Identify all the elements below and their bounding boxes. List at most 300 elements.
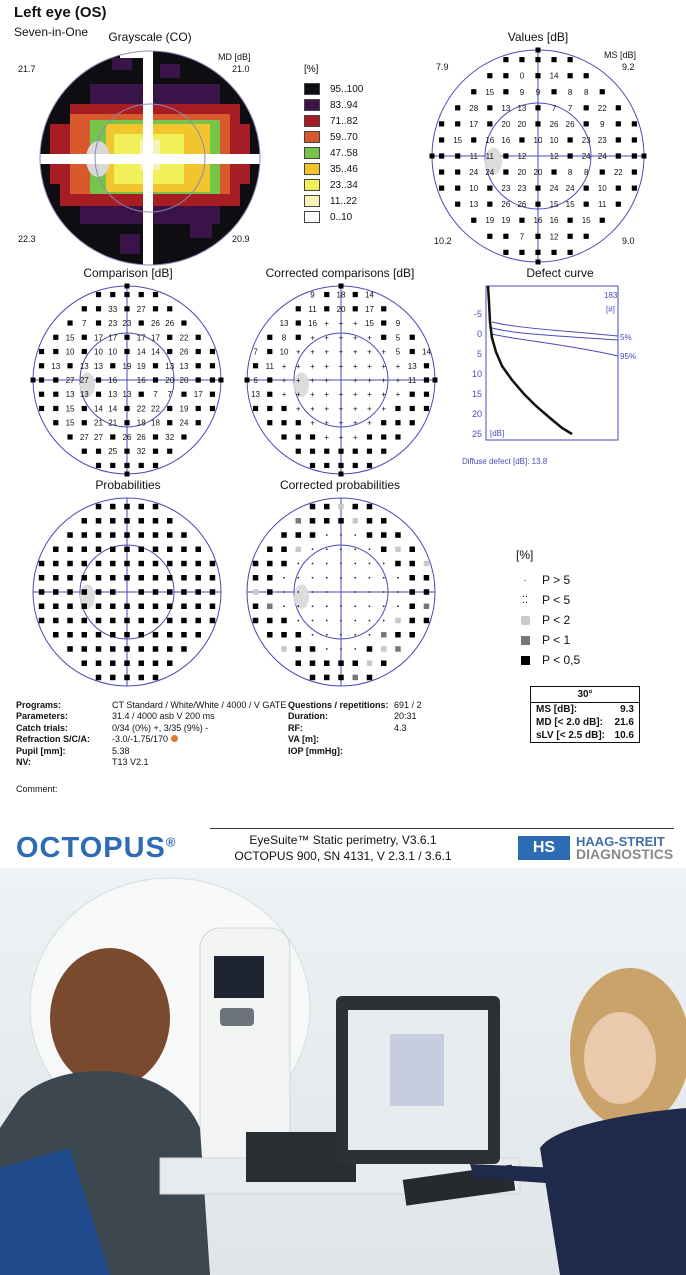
perimeter-keypad	[220, 1008, 254, 1026]
value-label: 7	[567, 103, 573, 113]
value-label: 10	[597, 184, 607, 194]
value-label: 15	[549, 200, 559, 210]
value-mark	[324, 306, 329, 311]
value-mark	[167, 349, 172, 354]
value-mark	[110, 292, 115, 297]
plus-mark: +	[310, 390, 315, 400]
value-label: 5	[395, 333, 401, 343]
summary-value: 21.6	[614, 717, 634, 728]
prob-mark	[195, 561, 201, 567]
prob-mark	[110, 618, 116, 624]
db-label: [dB]	[490, 429, 505, 438]
prob-mark	[110, 547, 116, 553]
axis-mark	[536, 48, 541, 53]
value-mark	[53, 349, 58, 354]
value-mark	[338, 463, 343, 468]
legend-swatch	[304, 211, 320, 223]
value-label: 16	[533, 216, 543, 226]
prob-mark	[181, 618, 187, 624]
prob-mark	[96, 632, 102, 638]
value-mark	[632, 137, 637, 142]
value-mark	[503, 169, 508, 174]
value-mark	[267, 335, 272, 340]
prob-mark	[267, 561, 273, 567]
value-mark	[196, 363, 201, 368]
value-mark	[410, 335, 415, 340]
summary-row	[531, 716, 639, 729]
prob-mark	[195, 547, 201, 553]
prob-legend-row	[516, 650, 580, 670]
prob-mark	[310, 675, 316, 681]
prob-mark	[253, 618, 258, 624]
plus-mark: +	[324, 418, 330, 428]
value-label: 23	[501, 184, 511, 194]
prob-mark	[138, 504, 144, 510]
dot-icon: ·	[523, 574, 527, 586]
value-label: 14	[94, 404, 103, 414]
hash-label: [#]	[606, 305, 615, 314]
info-label: IOP [mmHg]:	[288, 745, 343, 756]
legend-label: 71..82	[330, 115, 358, 127]
plus-mark: +	[338, 404, 344, 414]
value-mark	[584, 105, 589, 110]
values-ms-label: MS [dB]	[604, 50, 637, 60]
prob-mark	[82, 561, 88, 567]
prob-mark	[67, 618, 73, 624]
legend-row	[304, 177, 363, 193]
prob-mark	[281, 618, 287, 624]
value-label: 13	[94, 361, 103, 371]
prob-mark	[409, 618, 415, 624]
value-label: 25	[108, 447, 118, 457]
legend-label: 95..100	[330, 83, 364, 95]
prob-mark	[167, 660, 173, 666]
value-mark	[153, 292, 158, 297]
value-mark	[210, 392, 215, 397]
value-label: 27	[65, 376, 75, 385]
value-label: 13	[65, 390, 75, 400]
prob-mark	[167, 618, 173, 624]
value-label: 18	[336, 290, 346, 300]
value-mark	[487, 186, 492, 191]
value-mark	[487, 234, 492, 239]
value-label: 9	[310, 290, 315, 300]
value-mark	[124, 406, 129, 411]
prob-mark	[297, 577, 299, 579]
prob-mark	[153, 518, 159, 524]
plus-mark: +	[367, 404, 372, 414]
value-mark	[535, 234, 540, 239]
value-label: 0	[519, 71, 525, 81]
value-label: 23	[581, 135, 591, 145]
value-mark	[519, 57, 524, 62]
grayscale-corner-bl: 22.3	[18, 234, 36, 244]
prob-mark	[153, 660, 159, 666]
prob-mark	[338, 660, 344, 666]
legend-row	[304, 113, 363, 129]
value-mark	[110, 434, 115, 439]
value-label: 16	[501, 135, 511, 145]
count-label: 183	[604, 291, 618, 300]
prob-mark	[138, 518, 144, 524]
prob-mark	[67, 646, 73, 652]
plus-mark: +	[338, 390, 344, 400]
prob-mark	[283, 577, 285, 579]
plus-mark: +	[381, 347, 387, 357]
footer-divider	[210, 828, 674, 829]
plus-mark: +	[352, 432, 358, 442]
prob-mark	[397, 577, 399, 579]
prob-mark	[138, 561, 144, 567]
p95-label: 95%	[620, 352, 637, 361]
value-mark	[82, 349, 87, 354]
grayscale-legend	[304, 64, 363, 225]
value-mark	[353, 292, 358, 297]
value-mark	[39, 392, 44, 397]
y-tick: 20	[471, 409, 482, 419]
value-mark	[139, 320, 144, 325]
value-mark	[367, 434, 372, 439]
value-mark	[439, 169, 444, 174]
value-label: 26	[151, 319, 160, 329]
prob-mark	[210, 589, 216, 595]
value-mark	[551, 89, 556, 94]
plus-mark: +	[324, 361, 330, 371]
legend-unit: [%]	[304, 64, 319, 75]
value-label: 12	[517, 152, 527, 161]
brand-mark: ®	[165, 834, 177, 850]
prob-mark	[395, 532, 401, 538]
plus-mark: +	[295, 404, 301, 414]
prob-mark	[310, 504, 316, 510]
prob-mark	[381, 646, 387, 652]
value-label: 7	[519, 232, 525, 242]
prob-mark	[124, 646, 130, 652]
prob-legend-label: P < 0,5	[542, 653, 581, 667]
plus-mark: +	[352, 333, 358, 343]
value-label: 9	[600, 119, 605, 129]
prob-mark	[67, 589, 73, 595]
value-mark	[381, 420, 386, 425]
prob-mark	[181, 589, 187, 595]
prob-mark	[296, 547, 302, 553]
value-mark	[455, 105, 460, 110]
value-label: 11	[408, 376, 417, 385]
value-mark	[616, 186, 621, 191]
prob-mark	[253, 561, 258, 567]
prob-mark	[124, 532, 130, 538]
prob-mark	[340, 620, 342, 622]
value-label: 15	[65, 333, 75, 343]
prob-mark	[340, 634, 342, 636]
rf-value: 4.3	[394, 722, 407, 733]
prob-mark	[338, 518, 344, 524]
prob-mark	[110, 660, 116, 666]
value-mark	[519, 218, 524, 223]
plus-mark: +	[310, 361, 315, 371]
prob-mark	[340, 605, 342, 607]
value-mark	[568, 218, 573, 223]
value-mark	[439, 153, 444, 158]
prob-mark	[383, 591, 385, 593]
value-mark	[519, 137, 524, 142]
value-mark	[39, 349, 44, 354]
value-mark	[616, 202, 621, 207]
nv-value: T13 V2.1	[112, 757, 149, 768]
prob-mark	[395, 561, 401, 567]
legend-label: 11..22	[330, 195, 358, 207]
value-mark	[616, 105, 621, 110]
value-label: 14	[136, 347, 146, 357]
prob-mark	[110, 575, 116, 581]
info-label: Duration:	[288, 711, 328, 722]
prob-mark	[267, 618, 273, 624]
defect-curve-title: Defect curve	[526, 266, 594, 280]
value-mark	[353, 463, 358, 468]
value-label: 21	[108, 418, 118, 428]
curve-5pct	[492, 322, 618, 336]
prob-mark	[312, 591, 314, 593]
summary-row	[531, 729, 639, 742]
value-mark	[503, 234, 508, 239]
value-label: 10	[533, 135, 543, 145]
value-label: 28	[469, 103, 479, 113]
prob-mark	[82, 603, 88, 609]
value-mark	[584, 73, 589, 78]
value-mark	[96, 463, 101, 468]
value-label: 20	[501, 119, 511, 129]
prob-mark	[367, 660, 373, 666]
prob-mark	[138, 547, 144, 553]
prob-mark	[67, 561, 73, 567]
value-label: 13	[79, 361, 89, 371]
value-mark	[139, 463, 144, 468]
value-label: 18	[136, 418, 146, 428]
page-title: Left eye (OS)	[14, 4, 107, 21]
prob-mark	[96, 603, 102, 609]
axis-mark	[339, 472, 344, 477]
value-mark	[82, 335, 87, 340]
value-label: 14	[151, 347, 160, 357]
legend-row	[304, 81, 363, 97]
prob-mark	[53, 603, 59, 609]
value-mark	[455, 153, 460, 158]
value-mark	[82, 306, 87, 311]
value-mark	[395, 406, 400, 411]
plus-mark: +	[338, 432, 344, 442]
prob-mark	[96, 589, 102, 595]
gray-square-icon	[516, 633, 534, 647]
axis-mark	[433, 378, 438, 383]
prob-mark	[296, 646, 302, 652]
value-mark	[124, 349, 129, 354]
value-mark	[167, 306, 172, 311]
prob-mark	[82, 589, 88, 595]
value-label: 24	[549, 184, 559, 194]
prob-mark	[297, 620, 299, 622]
prob-mark	[96, 532, 102, 538]
value-label: 27	[94, 432, 103, 442]
value-mark	[551, 250, 556, 255]
prob-mark	[53, 547, 59, 553]
value-mark	[110, 463, 115, 468]
value-mark	[410, 406, 415, 411]
value-mark	[632, 186, 637, 191]
prob-mark	[39, 575, 45, 581]
prob-mark	[326, 577, 328, 579]
prob-mark	[96, 504, 102, 510]
value-mark	[455, 186, 460, 191]
plus-mark: +	[381, 404, 387, 414]
value-label: 10	[469, 184, 479, 194]
prob-mark	[124, 575, 130, 581]
value-mark	[96, 292, 101, 297]
prob-mark	[312, 563, 314, 565]
value-mark	[568, 250, 573, 255]
prob-mark	[138, 575, 144, 581]
value-label: 17	[136, 333, 146, 343]
prob-mark	[409, 575, 415, 581]
value-label: 19	[136, 361, 146, 371]
value-mark	[439, 121, 444, 126]
value-mark	[96, 377, 101, 382]
value-label: 18	[151, 418, 160, 428]
value-mark	[167, 449, 172, 454]
prob-mark	[181, 632, 187, 638]
prob-mark	[395, 547, 401, 553]
value-label: 22	[136, 404, 146, 414]
value-mark	[395, 434, 400, 439]
y-tick: 10	[471, 369, 482, 379]
value-label: 16	[136, 376, 146, 385]
prob-mark	[110, 589, 116, 595]
summary-row	[531, 703, 639, 716]
value-label: 26	[549, 119, 559, 129]
prob-legend-label: P < 1	[542, 633, 571, 647]
patient-hair	[50, 948, 170, 1088]
prob-mark	[283, 605, 285, 607]
value-mark	[568, 153, 573, 158]
prob-mark	[124, 632, 130, 638]
prob-mark	[82, 518, 88, 524]
prob-mark	[153, 547, 159, 553]
value-mark	[96, 306, 101, 311]
curve-95pct	[492, 334, 618, 356]
value-mark	[167, 335, 172, 340]
value-mark	[39, 377, 44, 382]
value-mark	[616, 137, 621, 142]
value-label: 13	[407, 361, 417, 371]
value-mark	[381, 320, 386, 325]
prob-mark	[297, 605, 299, 607]
prob-mark	[67, 632, 73, 638]
value-label: 23	[597, 135, 607, 145]
summary-label: MS [dB]:	[536, 704, 578, 715]
questions-value: 691 / 2	[394, 700, 422, 710]
value-label: 24	[597, 152, 607, 161]
value-label: 13	[279, 319, 289, 329]
prob-mark	[210, 618, 216, 624]
plus-mark: +	[281, 376, 287, 385]
value-mark	[367, 463, 372, 468]
axis-mark	[219, 378, 224, 383]
value-mark	[424, 406, 429, 411]
value-label: 20	[336, 304, 346, 314]
value-label: 8	[583, 87, 589, 97]
comparison-plot	[26, 282, 228, 478]
page-subtitle: Seven-in-One	[14, 25, 89, 39]
value-label: 33	[108, 304, 118, 314]
legend-label: 83..94	[330, 99, 358, 111]
prob-mark	[354, 620, 356, 622]
legend-swatch	[304, 195, 320, 207]
prob-mark	[324, 518, 330, 524]
value-mark	[487, 73, 492, 78]
value-label: 8	[567, 87, 573, 97]
prob-mark	[338, 675, 344, 681]
value-mark	[535, 73, 540, 78]
value-mark	[381, 434, 386, 439]
value-mark	[67, 363, 72, 368]
prob-mark	[310, 532, 316, 538]
prob-legend-row	[516, 590, 580, 610]
prob-mark	[369, 548, 371, 550]
value-label: 10	[65, 347, 75, 357]
prob-mark	[96, 575, 102, 581]
value-mark	[487, 105, 492, 110]
value-label: 15	[565, 200, 575, 210]
value-mark	[281, 434, 286, 439]
plus-mark: +	[310, 418, 315, 428]
value-mark	[487, 121, 492, 126]
prob-mark	[324, 675, 330, 681]
value-mark	[153, 377, 158, 382]
value-mark	[96, 449, 101, 454]
refraction-value: -3.0/-1.75/170	[112, 734, 169, 745]
plus-mark: +	[367, 376, 372, 385]
prob-mark	[167, 561, 173, 567]
legend-swatch	[304, 163, 320, 175]
duration-value: 20:31	[394, 711, 417, 722]
value-mark	[338, 449, 343, 454]
value-label: 14	[422, 347, 431, 357]
plus-mark: +	[352, 347, 358, 357]
info-label: Pupil [mm]:	[16, 745, 66, 756]
corrected-probabilities-plot	[240, 494, 442, 690]
value-label: 8	[281, 333, 287, 343]
value-mark	[310, 449, 315, 454]
prob-mark	[67, 547, 73, 553]
plus-mark: +	[281, 390, 287, 400]
prob-mark	[124, 603, 130, 609]
prob-mark	[124, 504, 130, 510]
prob-mark	[354, 534, 356, 536]
value-mark	[584, 234, 589, 239]
info-label: NV:	[16, 757, 32, 768]
prob-mark	[326, 591, 328, 593]
prob-mark	[267, 603, 273, 609]
value-mark	[267, 420, 272, 425]
value-mark	[455, 169, 460, 174]
prob-mark	[326, 648, 328, 650]
value-label: 16	[108, 376, 118, 385]
brand-text: OCTOPUS	[16, 832, 166, 864]
value-label: 7	[82, 319, 87, 329]
prob-mark	[53, 589, 59, 595]
value-label: 24	[565, 184, 575, 194]
prob-mark	[82, 618, 88, 624]
value-mark	[535, 186, 540, 191]
